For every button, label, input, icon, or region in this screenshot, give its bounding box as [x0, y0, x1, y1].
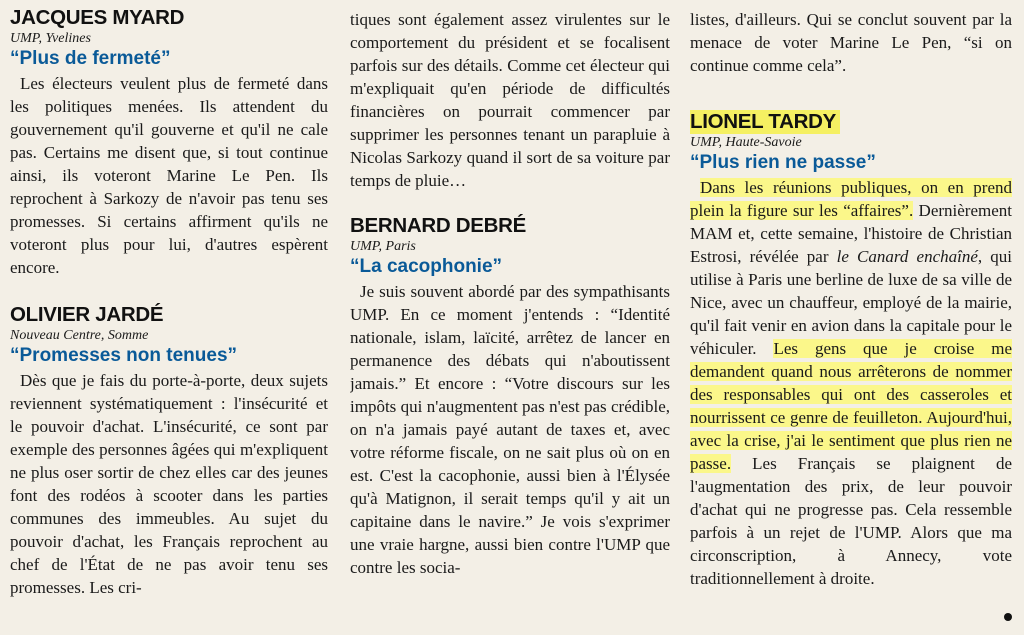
text-run: Les Français se plaignent de l'augmentation des prix, de leur pouvoir d'achat qui ne progresse pas. Cela ressemble parfois à un rejet de l'UMP. Alors que ma circonscription, à Annecy, vote traditionnellement à droite. — [690, 454, 1012, 588]
highlighted-text-run: Les gens que je croise me demandent quand nous arrêterons de nommer des responsables qui ont des casseroles et nourrissent ce genre de feuilleton. Aujourd'hui, avec la crise, j'ai le sentiment que plus rien ne passe. — [690, 339, 1012, 473]
deputy-affiliation: UMP, Yvelines — [10, 31, 91, 46]
continued-text: listes, d'ailleurs. Qui se conclut souvent par la menace de voter Marine Le Pen, “si on continue comme cela”. — [690, 10, 1012, 75]
highlighted-text-run: Dans les réunions publiques, on en prend plein la figure sur les “affaires”. — [690, 178, 1012, 220]
quote-heading: “Plus de fermeté” — [10, 48, 171, 69]
quote-heading: “Plus rien ne passe” — [690, 152, 876, 173]
testimony-text: Les électeurs veulent plus de fermeté dans les politiques menées. Ils attendent du gouvernement qu'il gouverne et qu'il ne cale pas. Certains me disent que, si tout continue ainsi, ils voteront Marine Le Pen. Ils reprochent à Sarkozy de n'avoir pas tenu ses promesses. Si certains affirment qu'ils ne voteront plus pour lui, d'autres espèrent encore. — [10, 74, 328, 277]
testimony-text: Je suis souvent abordé par des sympathisants UMP. En ce moment j'entends : “Identité nationale, islam, laïcité, arrêtez de lancer en permanence des débats qui n'aboutissent jamais.” Et encore : “Votre discours sur les impôts qui n'augmentent pas n'est pas crédible, on n'a jamais payé autant de taxes et, avec votre réforme fiscale, on ne sait plus où on en est. C'est la cacophonie, aussi bien à l'Élysée qu'à Matignon, il serait temps qu'il y ait un capitaine dans le navire.” Je vois s'exprimer une vraie hargne, aussi bien contre l'UMP que contre les socia- — [350, 282, 670, 577]
deputy-affiliation: Nouveau Centre, Somme — [10, 328, 149, 343]
article-column-2 — [350, 0, 670, 635]
deputy-name: BERNARD DEBRÉ — [350, 214, 527, 237]
deputy-name: OLIVIER JARDÉ — [10, 303, 164, 326]
testimony-text — [690, 176, 1012, 590]
deputy-name — [690, 110, 1012, 134]
continued-text: tiques sont également assez virulentes sur le comportement du président et se focalisent parfois sur des détails. Comme cet électeur qui m'expliquait qu'en période de difficultés financières on pourrait commencer par supprimer les personnes tenant un parapluie à Nicolas Sarkozy quand il sort de sa voiture par temps de pluie… — [350, 10, 670, 190]
deputy-affiliation: UMP, Paris — [350, 239, 416, 254]
deputy-affiliation: UMP, Haute-Savoie — [690, 135, 802, 150]
deputy-name: JACQUES MYARD — [10, 6, 185, 29]
testimony-text: Dès que je fais du porte-à-porte, deux sujets reviennent systématiquement : l'insécurité et le pouvoir d'achat. L'insécurité, ce sont par exemple des personnes âgées qui m'expliquent ne plus oser sortir de chez elles car des jeunes font des rodéos à scooter dans les parties communes des immeubles. Au sujet du pouvoir d'achat, les Français reprochent au chef de l'État de ne pas avoir tenu ses promesses. Les cri- — [10, 371, 328, 597]
text-run: , qui utilise à Paris une berline de luxe de sa ville de Nice, avec un chauffeur, employé de la mairie, qu'il fait venir en avion dans la capitale pour le véhiculer. — [690, 247, 1012, 358]
name-highlight: LIONEL TARDY — [690, 110, 840, 134]
article-column-3 — [690, 0, 1012, 635]
end-of-article-bullet-icon — [1004, 613, 1012, 621]
quote-heading: “Promesses non tenues” — [10, 345, 238, 366]
article-column-1 — [10, 0, 328, 635]
quote-heading: “La cacophonie” — [350, 256, 503, 277]
text-run: le Canard enchaîné — [836, 247, 978, 266]
text-run: Dernièrement MAM et, cette semaine, l'histoire de Christian Estrosi, révélée par — [690, 201, 1012, 266]
